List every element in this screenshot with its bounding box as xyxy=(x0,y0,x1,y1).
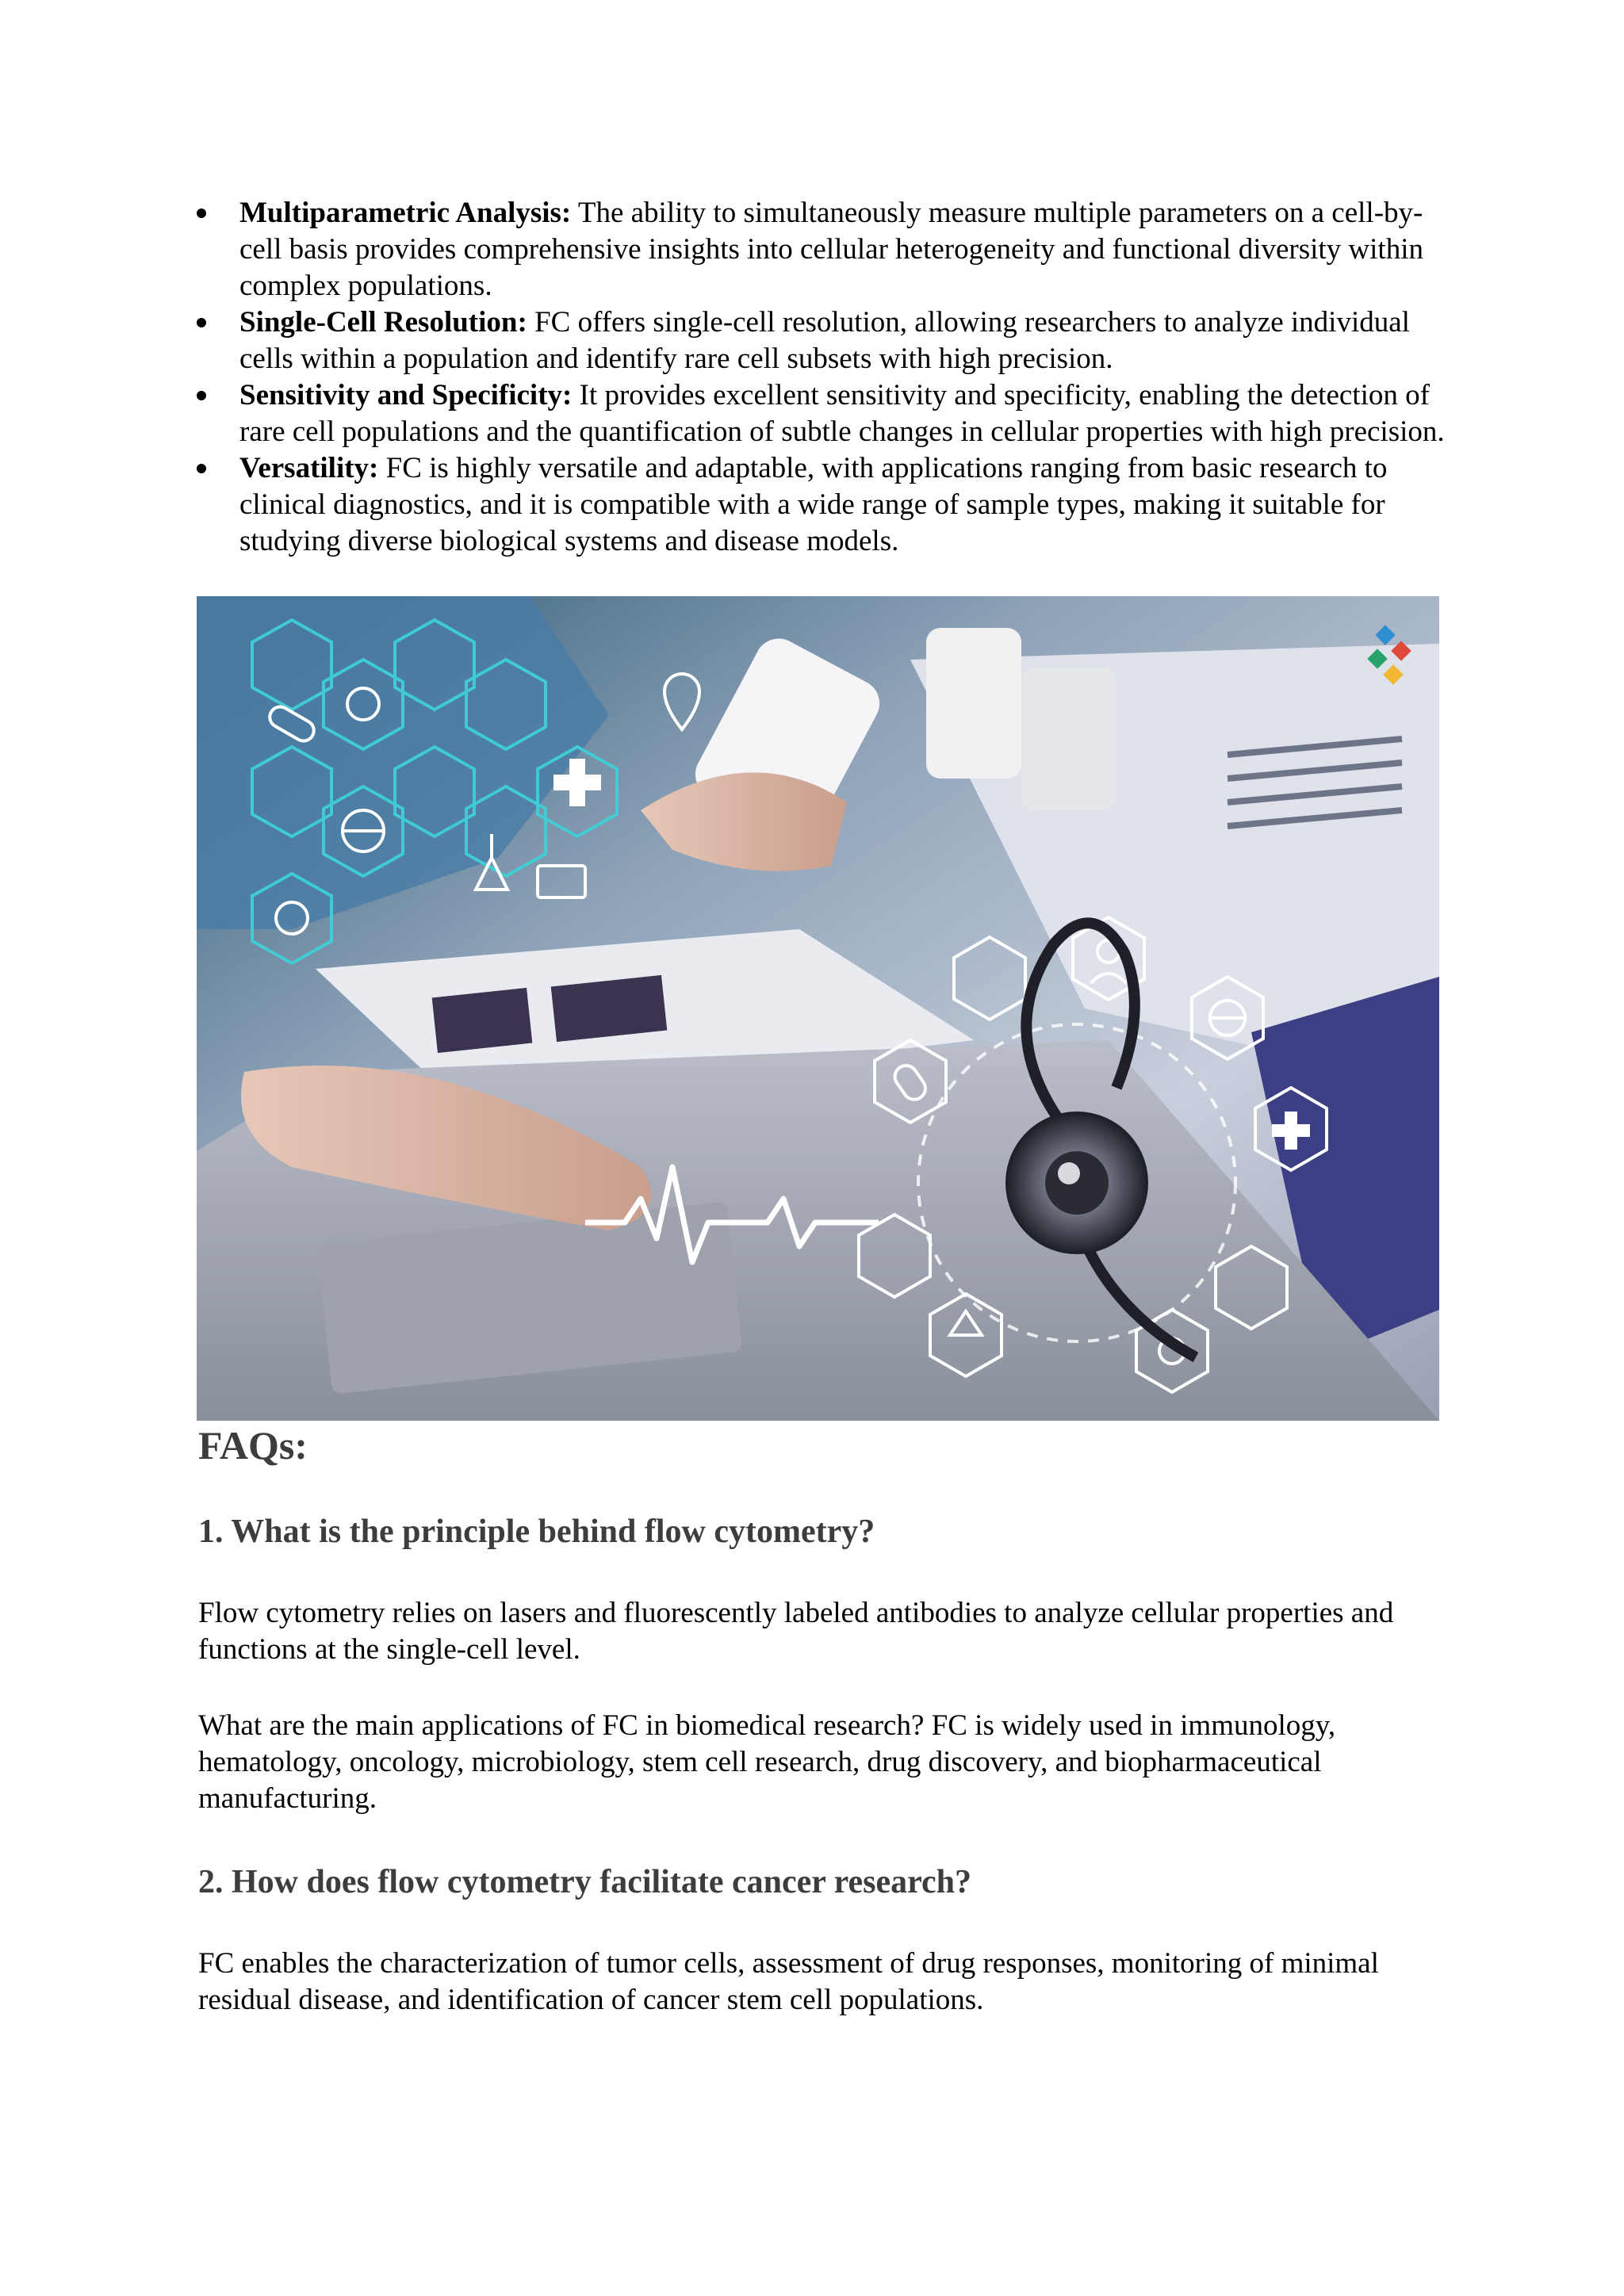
bullet-item xyxy=(197,304,1450,377)
bullet-text: It provides excellent sensitivity and specificity, enabling the detection of rare cell populations and the quantification of subtle changes in cellular properties with high precision. xyxy=(239,379,1445,448)
bullet-text: FC is highly versatile and adaptable, with applications ranging from basic research to clinical diagnostics, and it is compatible with a wide range of sample types, making it suitable for studying diverse biological systems and disease models. xyxy=(239,452,1388,557)
faq-question-2: 2. How does flow cytometry facilitate cancer research? xyxy=(198,1864,972,1900)
faq-extra-paragraph: What are the main applications of FC in biomedical research? FC is widely used in immunology, hematology, oncology, microbiology, stem cell research, drug discovery, and biopharmaceutical manufacturing. xyxy=(198,1709,1336,1815)
bullet-item xyxy=(197,377,1450,450)
bullet-term: Multiparametric Analysis: xyxy=(239,197,572,229)
faq-answer-1: Flow cytometry relies on lasers and fluorescently labeled antibodies to analyze cellular properties and functions at the single-cell level. xyxy=(198,1597,1394,1666)
bullet-dot xyxy=(197,209,206,218)
bullet-term: Sensitivity and Specificity: xyxy=(239,379,573,411)
bullet-item xyxy=(197,195,1450,304)
medical-technology-image xyxy=(197,596,1439,1421)
faq-answer-2: FC enables the characterization of tumor cells, assessment of drug responses, monitoring of minimal residual disease, and identification of cancer stem cell populations. xyxy=(198,1947,1379,2016)
bullet-dot xyxy=(197,318,206,327)
faq-question-1: 1. What is the principle behind flow cytometry? xyxy=(198,1513,875,1550)
bullet-item xyxy=(197,450,1450,560)
bullet-dot xyxy=(197,391,206,400)
bullet-dot xyxy=(197,464,206,473)
faq-heading: FAQs: xyxy=(198,1423,308,1468)
bullet-text: The ability to simultaneously measure multiple parameters on a cell-by-cell basis provides comprehensive insights into cellular heterogeneity and functional diversity within complex populations. xyxy=(239,197,1423,302)
feature-bullet-list xyxy=(197,195,1450,560)
bullet-term: Versatility: xyxy=(239,452,379,484)
bullet-text: FC offers single-cell resolution, allowing researchers to analyze individual cells within a population and identify rare cell subsets with high precision. xyxy=(239,306,1410,375)
bullet-term: Single-Cell Resolution: xyxy=(239,306,527,339)
